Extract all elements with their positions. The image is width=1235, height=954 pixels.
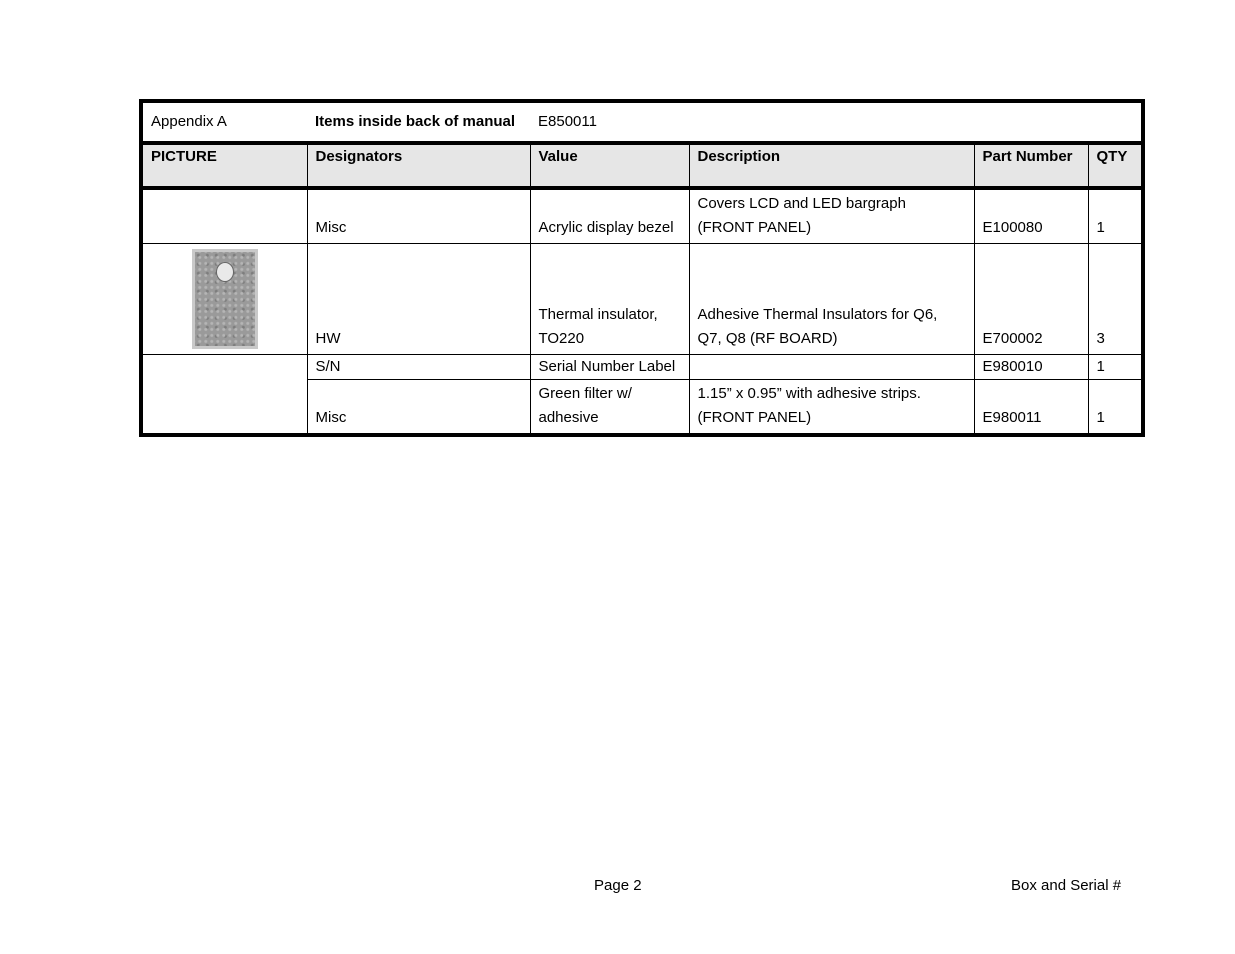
qty-cell: 3 — [1088, 244, 1143, 355]
picture-cell — [141, 188, 307, 244]
part-number-cell: E980010 — [974, 355, 1088, 380]
document-code: E850011 — [538, 113, 597, 130]
column-header-value: Value — [530, 143, 689, 188]
thermal-insulator-photo-icon — [192, 249, 258, 349]
appendix-label: Appendix A — [151, 113, 227, 130]
part-number-cell: E700002 — [974, 244, 1088, 355]
table-title-row — [141, 101, 1143, 143]
picture-cell — [141, 355, 307, 436]
description-cell — [689, 355, 974, 380]
column-header-qty: QTY — [1088, 143, 1143, 188]
part-number-cell: E100080 — [974, 188, 1088, 244]
picture-cell — [141, 244, 307, 355]
column-header-part-number: Part Number — [974, 143, 1088, 188]
footer-right-label: Box and Serial # — [1011, 877, 1122, 894]
table-row — [141, 188, 1143, 244]
designators-cell: Misc — [307, 188, 530, 244]
column-header-picture: PICTURE — [141, 143, 307, 188]
column-header-description: Description — [689, 143, 974, 188]
designators-cell: HW — [307, 244, 530, 355]
qty-cell: 1 — [1088, 380, 1143, 436]
description-cell: 1.15” x 0.95” with adhesive strips. (FRONT PANEL) — [689, 380, 974, 436]
qty-cell: 1 — [1088, 188, 1143, 244]
section-heading: Items inside back of manual — [315, 113, 516, 130]
value-cell: Thermal insulator, TO220 — [530, 244, 689, 355]
designators-cell: Misc — [307, 380, 530, 436]
page-number: Page 2 — [594, 877, 642, 894]
column-header-designators: Designators — [307, 143, 530, 188]
qty-cell: 1 — [1088, 355, 1143, 380]
part-number-cell: E980011 — [974, 380, 1088, 436]
table-row — [141, 355, 1143, 380]
value-cell: Acrylic display bezel — [530, 188, 689, 244]
header-row — [141, 143, 1143, 188]
table-row — [141, 244, 1143, 355]
value-cell: Serial Number Label — [530, 355, 689, 380]
designators-cell: S/N — [307, 355, 530, 380]
description-cell: Covers LCD and LED bargraph (FRONT PANEL) — [689, 188, 974, 244]
description-cell: Adhesive Thermal Insulators for Q6, Q7, Q8 (RF BOARD) — [689, 244, 974, 355]
parts-table — [139, 99, 1145, 437]
value-cell: Green filter w/ adhesive — [530, 380, 689, 436]
